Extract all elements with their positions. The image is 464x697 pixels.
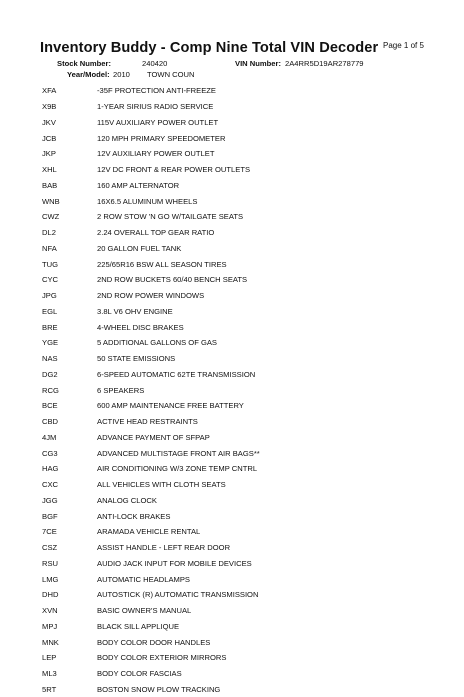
vin-label: VIN Number: xyxy=(235,59,281,68)
option-code: CXC xyxy=(42,480,97,489)
option-description: 12V AUXILIARY POWER OUTLET xyxy=(97,149,214,158)
option-code: MNK xyxy=(42,638,97,647)
option-description: 225/65R16 BSW ALL SEASON TIRES xyxy=(97,260,227,269)
option-description: 120 MPH PRIMARY SPEEDOMETER xyxy=(97,134,225,143)
option-code: BRE xyxy=(42,323,97,332)
option-description: AUTOMATIC HEADLAMPS xyxy=(97,575,190,584)
option-code: X9B xyxy=(42,102,97,111)
option-description: AIR CONDITIONING W/3 ZONE TEMP CNTRL xyxy=(97,464,257,473)
option-description: 16X6.5 ALUMINUM WHEELS xyxy=(97,197,197,206)
option-code: WNB xyxy=(42,197,97,206)
option-row xyxy=(42,272,260,288)
option-description: ASSIST HANDLE - LEFT REAR DOOR xyxy=(97,543,230,552)
option-code: JGG xyxy=(42,496,97,505)
option-row xyxy=(42,461,260,477)
year-value: 2010 xyxy=(113,70,130,79)
option-code: RCG xyxy=(42,386,97,395)
option-description: 12V DC FRONT & REAR POWER OUTLETS xyxy=(97,165,250,174)
option-row xyxy=(42,477,260,493)
option-row xyxy=(42,115,260,131)
option-row xyxy=(42,304,260,320)
option-description: ACTIVE HEAD RESTRAINTS xyxy=(97,417,198,426)
option-code: JPG xyxy=(42,291,97,300)
option-row xyxy=(42,130,260,146)
option-row xyxy=(42,256,260,272)
option-row xyxy=(42,682,260,697)
option-description: 3.8L V6 OHV ENGINE xyxy=(97,307,173,316)
option-row xyxy=(42,162,260,178)
option-description: BODY COLOR EXTERIOR MIRRORS xyxy=(97,653,226,662)
option-row xyxy=(42,571,260,587)
option-description: ANTI-LOCK BRAKES xyxy=(97,512,170,521)
option-code: JKV xyxy=(42,118,97,127)
option-code: CSZ xyxy=(42,543,97,552)
option-description: AUDIO JACK INPUT FOR MOBILE DEVICES xyxy=(97,559,252,568)
option-row xyxy=(42,619,260,635)
page-title: Inventory Buddy - Comp Nine Total VIN Decoder xyxy=(40,40,378,56)
option-description: ANALOG CLOCK xyxy=(97,496,157,505)
option-code: EGL xyxy=(42,307,97,316)
option-code: LMG xyxy=(42,575,97,584)
option-description: 2.24 OVERALL TOP GEAR RATIO xyxy=(97,228,214,237)
option-code: LEP xyxy=(42,653,97,662)
option-row xyxy=(42,414,260,430)
option-row xyxy=(42,382,260,398)
option-row xyxy=(42,398,260,414)
option-description: BODY COLOR FASCIAS xyxy=(97,669,182,678)
vin-value: 2A4RR5D19AR278779 xyxy=(285,59,364,68)
option-code: DL2 xyxy=(42,228,97,237)
option-code: CG3 xyxy=(42,449,97,458)
option-row xyxy=(42,445,260,461)
option-code: JKP xyxy=(42,149,97,158)
option-row xyxy=(42,99,260,115)
option-description: 2 ROW STOW 'N GO W/TAILGATE SEATS xyxy=(97,212,243,221)
option-row xyxy=(42,587,260,603)
stock-number-label: Stock Number: xyxy=(57,59,111,68)
option-row xyxy=(42,556,260,572)
option-code: HAG xyxy=(42,464,97,473)
option-description: 50 STATE EMISSIONS xyxy=(97,354,175,363)
option-description: 2ND ROW BUCKETS 60/40 BENCH SEATS xyxy=(97,275,247,284)
option-code: NAS xyxy=(42,354,97,363)
option-description: BODY COLOR DOOR HANDLES xyxy=(97,638,210,647)
option-row xyxy=(42,209,260,225)
option-description: ADVANCE PAYMENT OF SFPAP xyxy=(97,433,210,442)
option-description: 160 AMP ALTERNATOR xyxy=(97,181,179,190)
option-code: DG2 xyxy=(42,370,97,379)
option-description: 4-WHEEL DISC BRAKES xyxy=(97,323,184,332)
option-description: BOSTON SNOW PLOW TRACKING xyxy=(97,685,220,694)
option-description: ARAMADA VEHICLE RENTAL xyxy=(97,527,200,536)
option-code: XFA xyxy=(42,86,97,95)
option-row xyxy=(42,540,260,556)
option-description: 1-YEAR SIRIUS RADIO SERVICE xyxy=(97,102,213,111)
option-code: 5RT xyxy=(42,685,97,694)
option-code: YGE xyxy=(42,338,97,347)
option-code: BAB xyxy=(42,181,97,190)
option-description: BLACK SILL APPLIQUE xyxy=(97,622,179,631)
option-row xyxy=(42,430,260,446)
option-row xyxy=(42,288,260,304)
option-row xyxy=(42,351,260,367)
year-model-label: Year/Model: xyxy=(67,70,110,79)
option-row xyxy=(42,319,260,335)
option-row xyxy=(42,146,260,162)
page-number: Page 1 of 5 xyxy=(383,41,424,50)
option-description: 20 GALLON FUEL TANK xyxy=(97,244,181,253)
option-row xyxy=(42,178,260,194)
option-code: DHD xyxy=(42,590,97,599)
option-code: BCE xyxy=(42,401,97,410)
stock-number-value: 240420 xyxy=(142,59,167,68)
option-code: TUG xyxy=(42,260,97,269)
option-row xyxy=(42,225,260,241)
option-code: MPJ xyxy=(42,622,97,631)
option-description: 6 SPEAKERS xyxy=(97,386,144,395)
option-row xyxy=(42,603,260,619)
option-code: ML3 xyxy=(42,669,97,678)
option-code: 4JM xyxy=(42,433,97,442)
option-code: CWZ xyxy=(42,212,97,221)
option-row xyxy=(42,493,260,509)
option-code: 7CE xyxy=(42,527,97,536)
option-code: NFA xyxy=(42,244,97,253)
option-row xyxy=(42,666,260,682)
option-description: ADVANCED MULTISTAGE FRONT AIR BAGS** xyxy=(97,449,260,458)
option-description: 600 AMP MAINTENANCE FREE BATTERY xyxy=(97,401,244,410)
option-code-list xyxy=(42,83,260,697)
option-description: 115V AUXILIARY POWER OUTLET xyxy=(97,118,218,127)
option-row xyxy=(42,83,260,99)
option-row xyxy=(42,335,260,351)
option-description: 2ND ROW POWER WINDOWS xyxy=(97,291,204,300)
option-row xyxy=(42,193,260,209)
option-row xyxy=(42,650,260,666)
option-code: XVN xyxy=(42,606,97,615)
option-code: BGF xyxy=(42,512,97,521)
option-description: AUTOSTICK (R) AUTOMATIC TRANSMISSION xyxy=(97,590,258,599)
option-code: RSU xyxy=(42,559,97,568)
option-description: 6-SPEED AUTOMATIC 62TE TRANSMISSION xyxy=(97,370,255,379)
option-row xyxy=(42,634,260,650)
model-value: TOWN COUN xyxy=(147,70,195,79)
option-row xyxy=(42,241,260,257)
option-code: XHL xyxy=(42,165,97,174)
option-code: JCB xyxy=(42,134,97,143)
option-description: 5 ADDITIONAL GALLONS OF GAS xyxy=(97,338,217,347)
option-description: -35F PROTECTION ANTI-FREEZE xyxy=(97,86,216,95)
option-code: CYC xyxy=(42,275,97,284)
option-description: ALL VEHICLES WITH CLOTH SEATS xyxy=(97,480,226,489)
option-row xyxy=(42,367,260,383)
option-row xyxy=(42,524,260,540)
option-code: CBD xyxy=(42,417,97,426)
option-description: BASIC OWNER'S MANUAL xyxy=(97,606,191,615)
option-row xyxy=(42,508,260,524)
